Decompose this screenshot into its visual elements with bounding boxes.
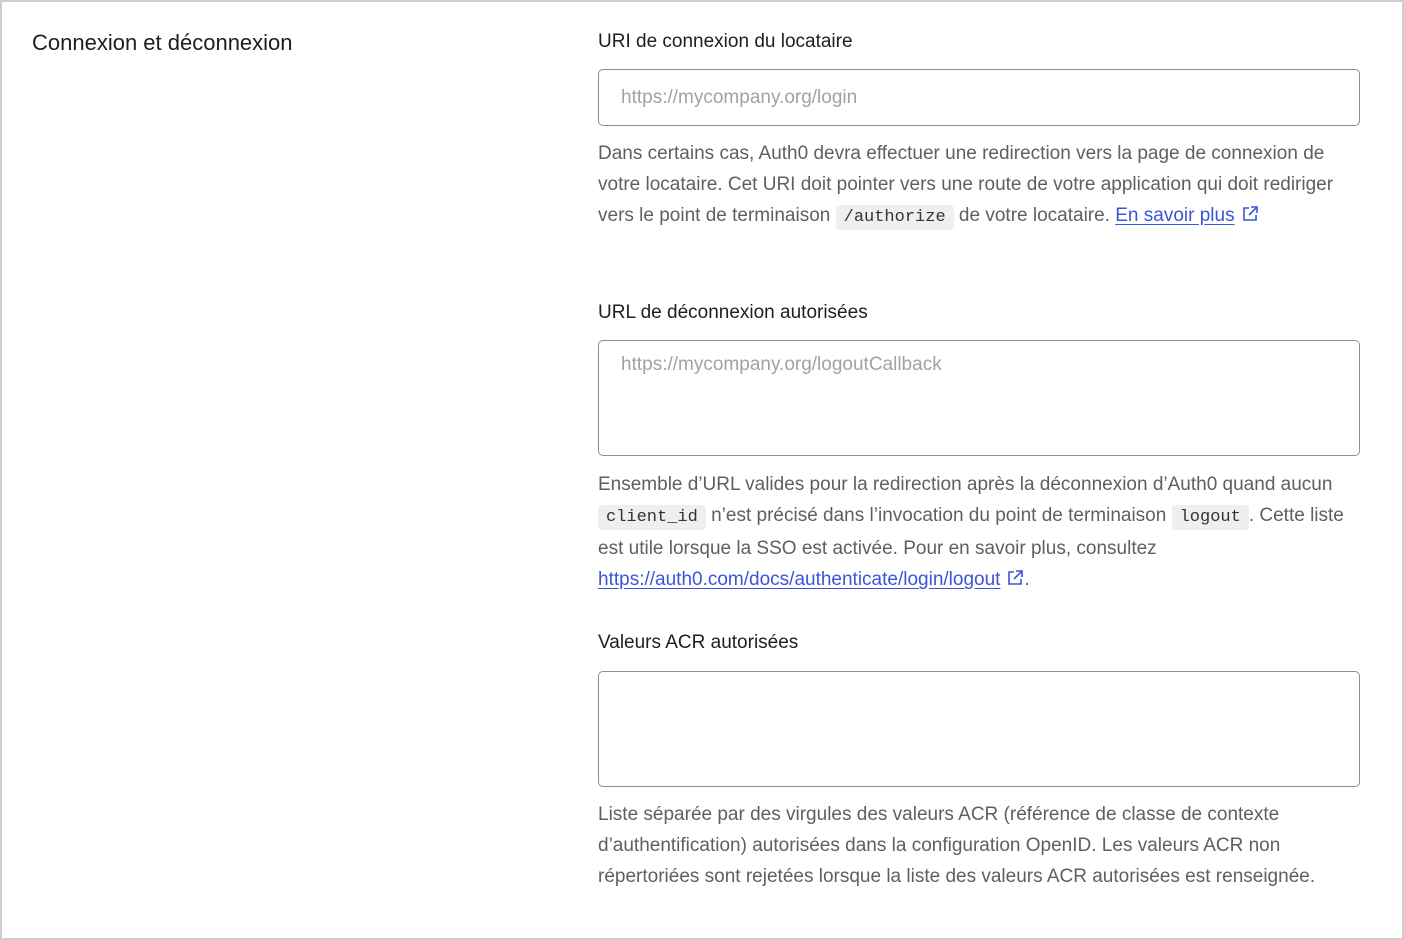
help-text: Dans certains cas, Auth0 devra effectuer une redirection vers la page de connexion de votre locataire. Cet URI doit pointer vers une route de votre application qui doit rediriger vers le point de terminaison — [598, 143, 1334, 226]
learn-more-link[interactable] — [1115, 205, 1234, 226]
logout-code: logout — [1172, 505, 1249, 530]
acr-values-help: Liste séparée par des virgules des valeurs ACR (référence de classe de contexte d’authentification) autorisées dans la configuration OpenID. Les valeurs ACR non répertoriées sont rejetées lorsque la liste des valeurs ACR autorisées est renseignée. — [598, 804, 1316, 887]
help-text: n’est précisé dans l’invocation du point de terminaison — [705, 505, 1172, 526]
help-text: . Cette liste est utile lorsque la SSO est activée. Pour en savoir plus, consultez — [598, 505, 1344, 559]
logout-urls-label: URL de déconnexion autorisées — [598, 302, 868, 323]
client-id-code: client_id — [598, 505, 706, 530]
logout-urls-help — [598, 469, 1360, 595]
help-text: . — [1024, 569, 1030, 590]
external-link-icon — [1006, 569, 1024, 587]
logout-urls-textarea[interactable] — [598, 340, 1360, 456]
acr-values-textarea[interactable] — [598, 671, 1360, 787]
help-text: de votre locataire. — [953, 205, 1116, 226]
login-uri-help — [598, 138, 1360, 233]
authorize-code: /authorize — [836, 205, 954, 230]
login-uri-input[interactable] — [598, 69, 1360, 126]
login-uri-label: URI de connexion du locataire — [598, 31, 853, 52]
logout-docs-label: https://auth0.com/docs/authenticate/login/logout — [598, 569, 1001, 590]
acr-values-label: Valeurs ACR autorisées — [598, 632, 799, 653]
help-text: Ensemble d’URL valides pour la redirection après la déconnexion d’Auth0 quand aucun — [598, 474, 1333, 495]
logout-docs-link[interactable] — [598, 569, 1000, 590]
external-link-icon — [1241, 205, 1259, 223]
learn-more-label: En savoir plus — [1115, 205, 1235, 226]
section-title: Connexion et déconnexion — [32, 30, 293, 55]
